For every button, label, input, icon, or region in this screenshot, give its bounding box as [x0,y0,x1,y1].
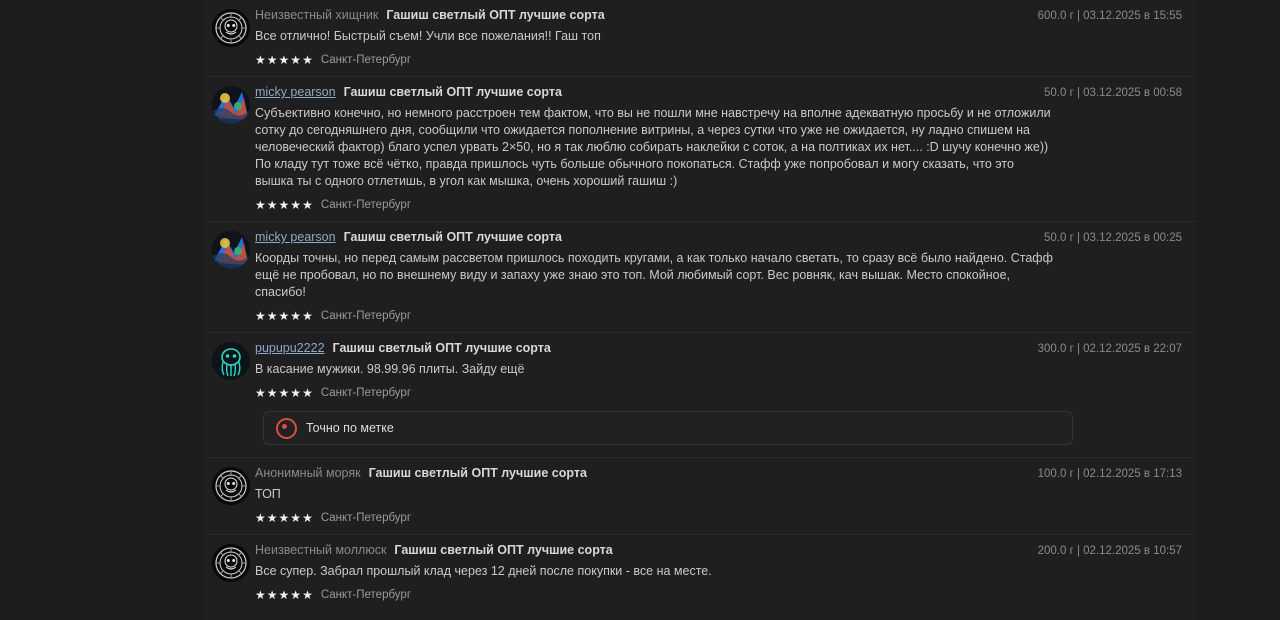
right-gutter [1196,0,1280,620]
star-icon: ★ [290,198,302,212]
product-title[interactable]: Гашиш светлый ОПТ лучшие сорта [343,230,562,244]
left-gutter [0,0,206,620]
review-text: Все супер. Забрал прошлый клад через 12 дней после покупки - все на месте. [255,564,712,578]
avatar [212,544,250,582]
review-text: Коорды точны, но перед самым рассветом пришлось походить кругами, а как только начало светать, то сразу всё было найдено. Стафф ещё не пробовал, но по внешнему виду и запаху уже знаю это топ. Мой любимый сорт. Вес ровняк, кач вышак. Место спокойное, спасибо! [255,251,1053,299]
star-icon: ★ [255,386,266,400]
review-meta: 300.0 г | 02.12.2025 в 22:07 [1037,343,1182,355]
star-icon: ★ [255,511,266,525]
rating-stars [255,310,313,322]
star-icon: ★ [302,309,313,323]
review-footer [255,512,1186,524]
star-icon: ★ [266,53,278,67]
star-icon: ★ [255,588,266,602]
star-icon: ★ [255,309,266,323]
avatar [212,231,250,269]
product-title[interactable]: Гашиш светлый ОПТ лучшие сорта [368,466,587,480]
star-icon: ★ [302,588,313,602]
review-header-left [255,466,1026,480]
star-icon: ★ [266,309,278,323]
review-item[interactable] [205,222,1196,333]
target-icon [276,418,297,439]
review-header [255,230,1186,244]
star-icon: ★ [302,386,313,400]
product-title[interactable]: Гашиш светлый ОПТ лучшие сорта [332,341,551,355]
review-header-left [255,85,1032,99]
author-name: Неизвестный хищник [255,8,379,22]
review-text: В касание мужики. 98.99.96 плиты. Зайду ещё [255,362,525,376]
star-icon: ★ [266,386,278,400]
review-header-left [255,8,1026,22]
star-icon: ★ [255,198,266,212]
star-icon: ★ [290,53,302,67]
avatar [212,467,250,505]
star-icon: ★ [278,511,290,525]
review-header-left [255,230,1032,244]
author-name: Анонимный моряк [255,466,361,480]
review-city: Санкт-Петербург [320,387,412,399]
product-title[interactable]: Гашиш светлый ОПТ лучшие сорта [386,8,605,22]
review-text: Субъективно конечно, но немного расстроен тем фактом, что вы не пошли мне навстречу на вполне адекватную просьбу и не отложили сотку до сегодняшнего дня, сообщили что ожидается пополнение витрины, а через сутки что уже не ожидается, ну ладно спишем на человеческий фактор) благо успел урвать 2×50, но я так люблю собирать наклейки с соток, а на полтиках их нет.... :D шучу конечно же)) По кладу тут тоже всё чётко, правда пришлось чуть больше обычного покопаться. Стафф уже попробовал и могу сказать, что это вышка ты с одного отлетишь, в угол как мышка, очень хороший гашиш :) [255,106,1051,188]
star-icon: ★ [278,386,290,400]
review-footer [255,387,1186,399]
review-meta: 100.0 г | 02.12.2025 в 17:13 [1037,468,1182,480]
review-city: Санкт-Петербург [320,199,412,211]
star-icon: ★ [278,198,290,212]
review-header [255,85,1186,99]
product-title[interactable]: Гашиш светлый ОПТ лучшие сорта [394,543,613,557]
star-icon: ★ [290,511,302,525]
rating-stars [255,54,313,66]
star-icon: ★ [266,511,278,525]
review-header-left [255,341,1026,355]
review-item[interactable] [205,77,1196,222]
review-city: Санкт-Петербург [320,54,412,66]
review-footer [255,199,1186,211]
star-icon: ★ [278,588,290,602]
review-item[interactable] [205,458,1196,535]
author-link[interactable]: pupupu2222 [255,341,325,355]
review-city: Санкт-Петербург [320,512,412,524]
review-header [255,341,1186,355]
review-tag [263,411,1073,445]
rating-stars [255,199,313,211]
rating-stars [255,589,313,601]
review-city: Санкт-Петербург [320,310,412,322]
author-link[interactable]: micky pearson [255,230,336,244]
review-meta: 50.0 г | 03.12.2025 в 00:25 [1044,232,1182,244]
review-header [255,543,1186,557]
star-icon: ★ [278,309,290,323]
review-header [255,8,1186,22]
rating-stars [255,512,313,524]
review-meta: 200.0 г | 02.12.2025 в 10:57 [1037,545,1182,557]
rating-stars [255,387,313,399]
star-icon: ★ [290,588,302,602]
avatar [212,9,250,47]
review-item[interactable] [205,333,1196,458]
review-item[interactable] [205,535,1196,611]
star-icon: ★ [302,53,313,67]
avatar [212,342,250,380]
review-text: ТОП [255,487,281,501]
star-icon: ★ [255,53,266,67]
star-icon: ★ [290,309,302,323]
star-icon: ★ [302,511,313,525]
avatar [212,86,250,124]
review-item[interactable] [205,0,1196,77]
author-name: Неизвестный моллюск [255,543,387,557]
review-header [255,466,1186,480]
star-icon: ★ [302,198,313,212]
review-text: Все отлично! Быстрый съем! Учли все пожелания!! Гаш топ [255,29,601,43]
star-icon: ★ [266,588,278,602]
review-header-left [255,543,1026,557]
review-footer [255,589,1186,601]
review-meta: 50.0 г | 03.12.2025 в 00:58 [1044,87,1182,99]
review-footer [255,310,1186,322]
star-icon: ★ [290,386,302,400]
review-footer [255,54,1186,66]
product-title[interactable]: Гашиш светлый ОПТ лучшие сорта [343,85,562,99]
review-tag-label: Точно по метке [306,421,394,435]
author-link[interactable]: micky pearson [255,85,336,99]
star-icon: ★ [266,198,278,212]
review-city: Санкт-Петербург [320,589,412,601]
star-icon: ★ [278,53,290,67]
review-meta: 600.0 г | 03.12.2025 в 15:55 [1037,10,1182,22]
reviews-list [205,0,1196,620]
